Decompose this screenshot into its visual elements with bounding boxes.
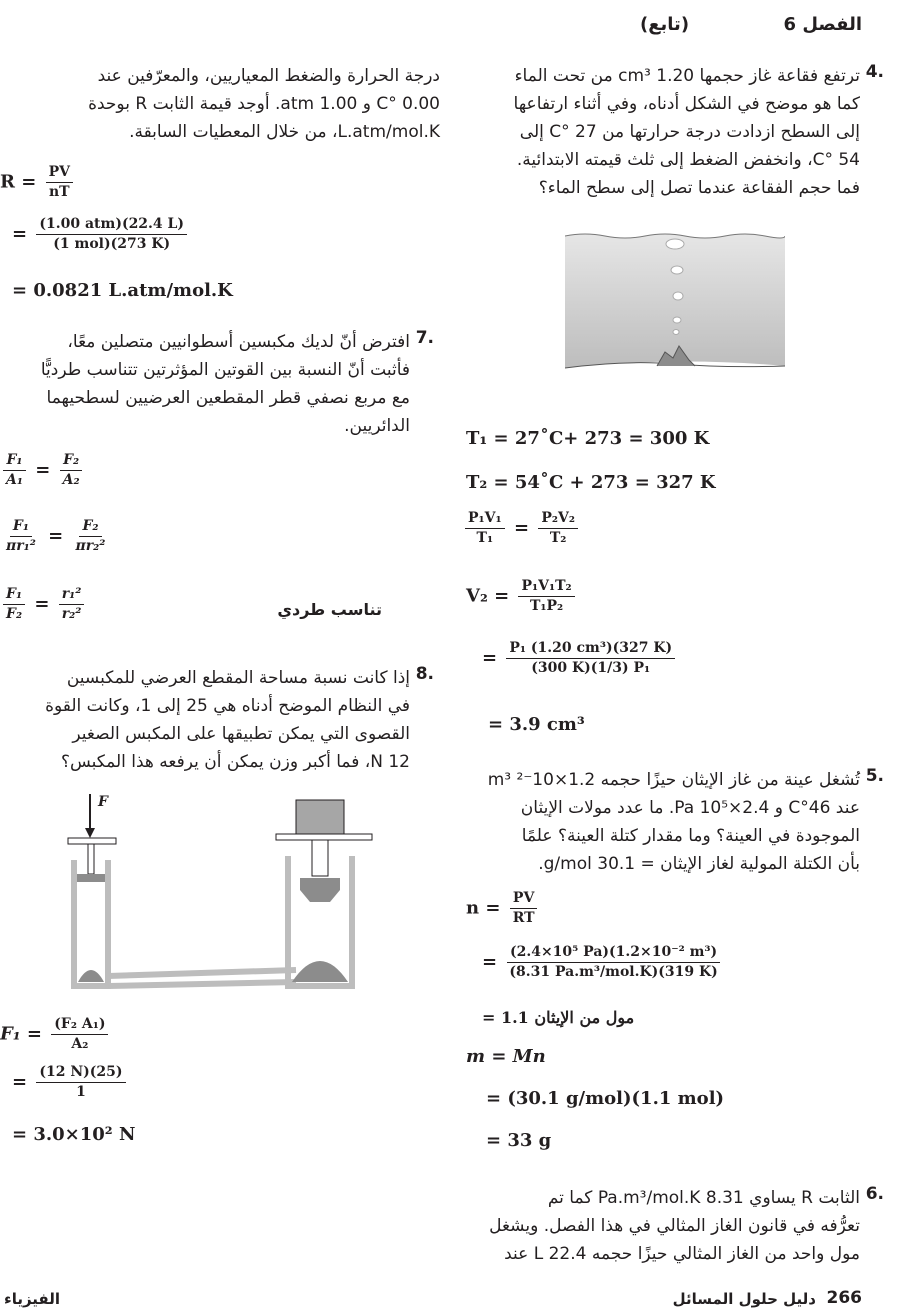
eq-pascal-3: $\frac{\text{F₁}}{\text{F₂}}$ = $\frac{\text{r₁²}}{\text{r₂²}}$ — [0, 586, 87, 623]
eq-n-result: = 1.1 مول من الإيثان — [482, 1008, 635, 1027]
question-number: 7. — [415, 328, 434, 348]
eq-n-sub: = $\frac{\text{(2.4×10⁵ Pa)(1.2×10⁻² m³)}}{\text{(8.31 Pa.m³/mol.K)(319 K)}}$ — [482, 944, 724, 981]
question-5 — [460, 766, 890, 886]
bubble-figure — [565, 228, 785, 408]
footer-subject: الفيزياء — [4, 1290, 60, 1308]
eq-f1-sub: = $\frac{(12 N)(25)}{1}$ — [12, 1064, 129, 1101]
question-number: 8. — [415, 664, 434, 684]
eq-v2-sub: = $\frac{\text{P₁ (1.20 cm³)(327 K)}}{\text{(300 K)(1/3) P₁}}$ — [482, 640, 678, 677]
question-text: افترض أنّ لديك مكبسين أسطوانيين متصلين معًا، فأثبت أنّ النسبة بين القوتين المؤثرتين تتناسب طرديًّا مع مربع نصفي قطر المقطعين العرضيين لسطحيهما الدائريين. — [40, 332, 410, 436]
eq-f1: F₁ = $\frac{\text{(F₂ A₁)}}{\text{A₂}}$ — [0, 1016, 111, 1053]
question-7 — [0, 328, 440, 448]
question-text: ترتفع فقاعة غاز حجمها 1.20 cm³ من تحت الماء كما هو موضح في الشكل أدناه، وفي أثناء ارتفاعها إلى السطح ازدادت درجة حرارتها من 27 °C إلى 54 °C، وانخفض الضغط إلى ثلث قيمته الابتدائية. فما حجم الفقاعة عندما تصل إلى سطح الماء؟ — [513, 66, 860, 198]
force-label: F — [98, 794, 108, 810]
eq-m: m = Mn — [466, 1046, 546, 1067]
eq-v2: V₂ = $\frac{\text{P₁V₁T₂}}{\text{T₁P₂}}$ — [466, 578, 578, 615]
eq-pascal-2: $\frac{\text{F₁}}{\text{πr₁²}}$ = $\frac{\text{F₂}}{\text{πr₂²}}$ — [6, 518, 106, 554]
page-number: 266 — [826, 1288, 862, 1308]
eq-v2-result: = 3.9 cm³ — [488, 714, 585, 735]
eq-t2: T₂ = 54˚C + 273 = 327 K — [466, 472, 716, 493]
question-6-continued: درجة الحرارة والضغط المعياريين، والمعرّفين عند 0.00 °C و 1.00 atm. أوجد قيمة الثابت R بوحدة L.atm/mol.K، من خلال المعطيات السابقة. — [88, 66, 440, 142]
eq-f1-result: = 3.0×10² N — [12, 1124, 136, 1145]
hydraulic-press-figure — [60, 790, 380, 990]
question-text: تُشغل عينة من غاز الإيثان حيزًا حجمه 1.2×10⁻² m³ عند 46°C و 2.4×10⁵ Pa. ما عدد مولات الإيثان الموجودة في العينة؟ وما مقدار كتلة العينة؟ علمًا بأن الكتلة المولية لغاز الإيثان = 30.1 g/mol. — [487, 770, 860, 874]
eq-gas-law: $\frac{\text{P₁V₁}}{\text{T₁}}$ = $\frac{\text{P₂V₂}}{\text{T₂}}$ — [462, 510, 581, 547]
footer-guide: دليل حلول المسائل — [672, 1290, 816, 1308]
eq-pascal-1: $\frac{\text{F₁}}{\text{A₁}}$ = $\frac{\text{F₂}}{\text{A₂}}$ — [0, 452, 86, 489]
eq-r: R = $\frac{PV}{nT}$ — [0, 164, 76, 201]
eq-r-sub: = $\frac{\text{(1.00 atm)(22.4 L)}}{\text{(1 mol)(273 K)}}$ — [12, 216, 190, 253]
continued-label: (تابع) — [640, 14, 690, 35]
eq-n: n = $\frac{PV}{RT}$ — [466, 890, 541, 927]
eq-r-result: = 0.0821 L.atm/mol.K — [12, 280, 233, 301]
question-number: 4. — [865, 62, 884, 82]
question-number: 6. — [865, 1184, 884, 1204]
question-8 — [0, 664, 440, 784]
eq-m-sub: = (30.1 g/mol)(1.1 mol) — [486, 1088, 725, 1109]
direct-proportion-label: تناسب طردي — [277, 600, 382, 619]
eq-t1: T₁ = 27˚C+ 273 = 300 K — [466, 428, 710, 449]
eq-m-result: = 33 g — [486, 1130, 552, 1151]
question-text: الثابت R يساوي 8.31 Pa.m³/mol.K كما تم تعرُّفه في قانون الغاز المثالي في هذا الفصل. ويشغل مول واحد من الغاز المثالي حيزًا حجمه 22.4 L عند — [489, 1188, 860, 1264]
question-number: 5. — [865, 766, 884, 786]
question-text: إذا كانت نسبة مساحة المقطع العرضي للمكبسين في النظام الموضح أدناه هي 25 إلى 1، وكانت القوة القصوى التي يمكن تطبيقها على المكبس الصغير 12 N، فما أكبر وزن يمكن أن يرفعه هذا المكبس؟ — [45, 668, 410, 772]
question-6 — [460, 1184, 890, 1274]
chapter-title: الفصل 6 — [783, 14, 862, 35]
